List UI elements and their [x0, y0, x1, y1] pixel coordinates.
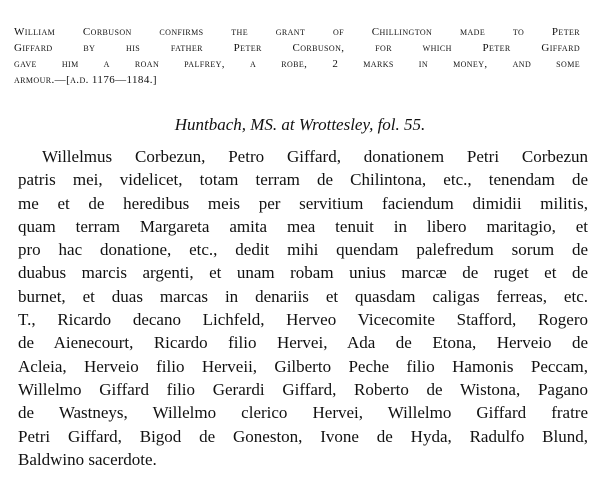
heading-line: William Corbuson confirms the grant of Chillington made to Peter — [14, 26, 580, 38]
charter-line: Willelmus Corbezun, Petro Giffard, donationem Petri Corbezun — [42, 147, 588, 166]
charter-line: Petri Giffard, Bigod de Goneston, Ivone de Hyda, Radulfo Blund, — [18, 426, 588, 446]
heading-line: Giffard by his father Peter Corbuson, for which Peter Giffard — [14, 42, 580, 54]
source-citation: Huntbach, MS. at Wrottesley, fol. 55. — [174, 115, 426, 134]
charter-line: Baldwino sacerdote. — [18, 449, 157, 469]
charter-line: T., Ricardo decano Lichfeld, Herveo Vicecomite Stafford, Rogero — [18, 310, 588, 330]
charter-text — [18, 145, 588, 471]
heading-line: gave him a roan palfrey, a robe, 2 marks in money, and some — [14, 58, 580, 70]
charter-line: me et de heredibus meis per servitium faciendum dimidii militis, — [18, 193, 588, 213]
heading-line: armour.—[a.d. 1176—1184.] — [14, 74, 157, 86]
charter-line: de Aienecourt, Ricardo filio Hervei, Ada de Etona, Herveio de — [18, 333, 588, 353]
charter-line: burnet, et duas marcas in denariis et quasdam caligas ferreas, etc. — [18, 286, 588, 306]
charter-line: patris mei, videlicet, totam terram de Chilintona, etc., tenendam de — [18, 170, 588, 190]
charter-line: quam terram Margareta amita mea tenuit in libero maritagio, et — [18, 216, 588, 236]
charter-summary-heading — [14, 24, 580, 88]
charter-line: pro hac donatione, etc., dedit mihi quendam palefredum sorum de — [18, 240, 588, 260]
charter-line: duabus marcis argenti, et unam robam unius marcæ de ruget et de — [18, 263, 588, 283]
charter-line: Acleia, Herveio filio Herveii, Gilberto Peche filio Hamonis Peccam, — [18, 356, 588, 376]
charter-line: de Wastneys, Willelmo clerico Hervei, Willelmo Giffard fratre — [18, 403, 588, 423]
charter-line: Willelmo Giffard filio Gerardi Giffard, Roberto de Wistona, Pagano — [18, 379, 588, 399]
